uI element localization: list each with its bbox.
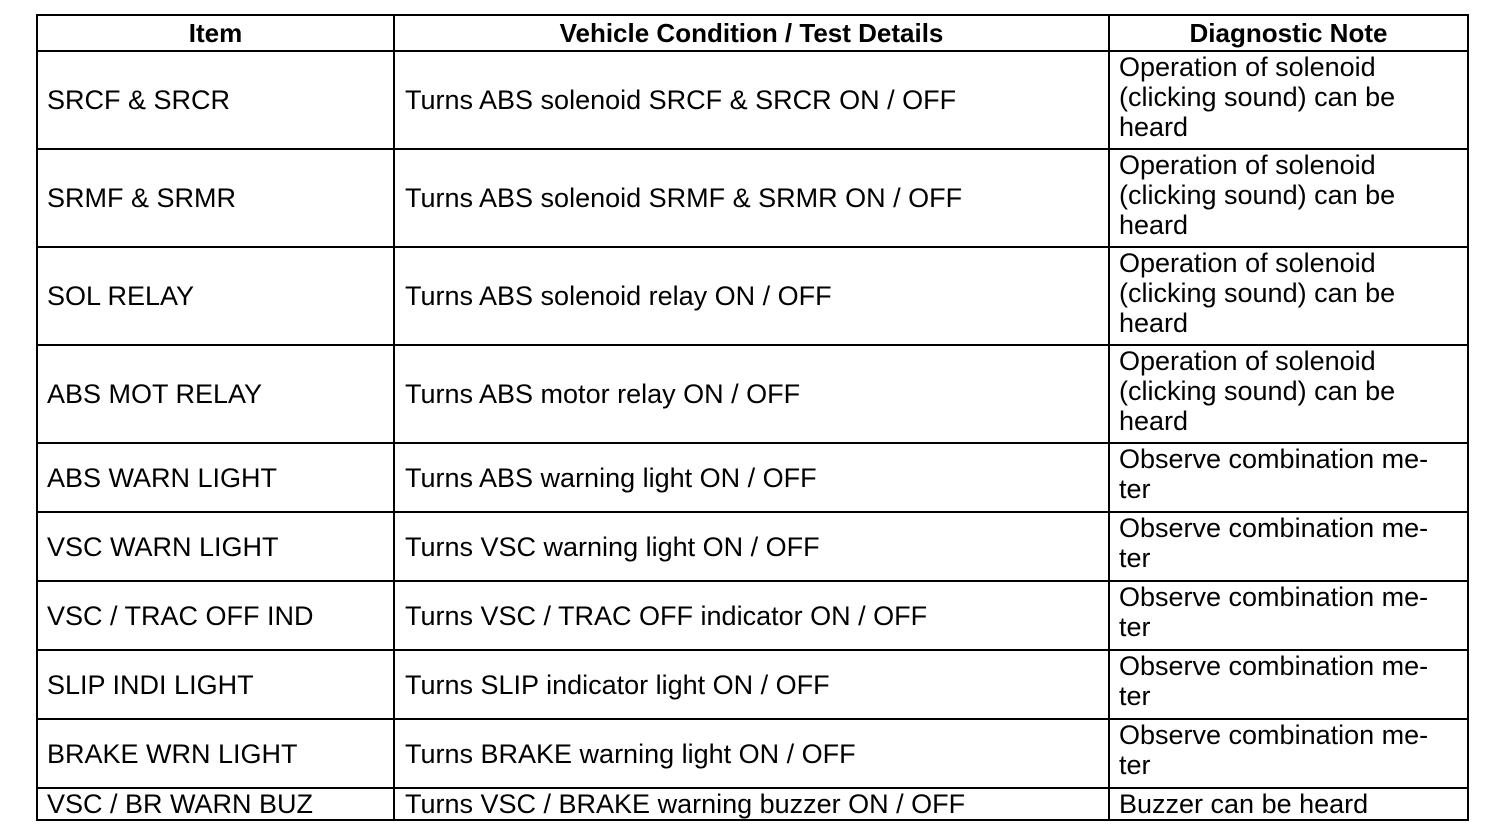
note-cell: Observe combination me-ter — [1109, 719, 1468, 788]
column-header-item: Item — [37, 15, 394, 51]
table-row — [37, 247, 1468, 345]
table-row — [37, 788, 1468, 820]
note-cell: Observe combination me-ter — [1109, 512, 1468, 581]
column-header-detail: Vehicle Condition / Test Details — [394, 15, 1109, 51]
detail-cell: Turns VSC / TRAC OFF indicator ON / OFF — [394, 581, 1109, 650]
item-cell: VSC / TRAC OFF IND — [37, 581, 394, 650]
detail-cell: Turns ABS solenoid SRMF & SRMR ON / OFF — [394, 149, 1109, 247]
item-cell: SOL RELAY — [37, 247, 394, 345]
detail-cell: Turns ABS warning light ON / OFF — [394, 443, 1109, 512]
item-cell: SRMF & SRMR — [37, 149, 394, 247]
note-cell: Observe combination me-ter — [1109, 443, 1468, 512]
item-cell: VSC WARN LIGHT — [37, 512, 394, 581]
table-row — [37, 581, 1468, 650]
note-cell: Operation of solenoid (clicking sound) can be heard — [1109, 149, 1468, 247]
note-cell: Operation of solenoid (clicking sound) can be heard — [1109, 247, 1468, 345]
item-cell: ABS MOT RELAY — [37, 345, 394, 443]
detail-cell: Turns VSC warning light ON / OFF — [394, 512, 1109, 581]
table-row — [37, 345, 1468, 443]
detail-cell: Turns SLIP indicator light ON / OFF — [394, 650, 1109, 719]
item-cell: BRAKE WRN LIGHT — [37, 719, 394, 788]
table-row — [37, 650, 1468, 719]
detail-cell: Turns BRAKE warning light ON / OFF — [394, 719, 1109, 788]
table-row — [37, 443, 1468, 512]
active-test-table — [36, 14, 1469, 821]
item-cell: SLIP INDI LIGHT — [37, 650, 394, 719]
table-row — [37, 149, 1468, 247]
table-row — [37, 51, 1468, 149]
note-cell: Observe combination me-ter — [1109, 650, 1468, 719]
column-header-note: Diagnostic Note — [1109, 15, 1468, 51]
table-row — [37, 512, 1468, 581]
detail-cell: Turns VSC / BRAKE warning buzzer ON / OFF — [394, 788, 1109, 820]
table-header-row — [37, 15, 1468, 51]
note-cell: Observe combination me-ter — [1109, 581, 1468, 650]
item-cell: SRCF & SRCR — [37, 51, 394, 149]
detail-cell: Turns ABS solenoid relay ON / OFF — [394, 247, 1109, 345]
item-cell: ABS WARN LIGHT — [37, 443, 394, 512]
note-cell: Buzzer can be heard — [1109, 788, 1468, 820]
note-cell: Operation of solenoid (clicking sound) can be heard — [1109, 51, 1468, 149]
item-cell: VSC / BR WARN BUZ — [37, 788, 394, 820]
note-cell: Operation of solenoid (clicking sound) can be heard — [1109, 345, 1468, 443]
table-row — [37, 719, 1468, 788]
detail-cell: Turns ABS motor relay ON / OFF — [394, 345, 1109, 443]
detail-cell: Turns ABS solenoid SRCF & SRCR ON / OFF — [394, 51, 1109, 149]
